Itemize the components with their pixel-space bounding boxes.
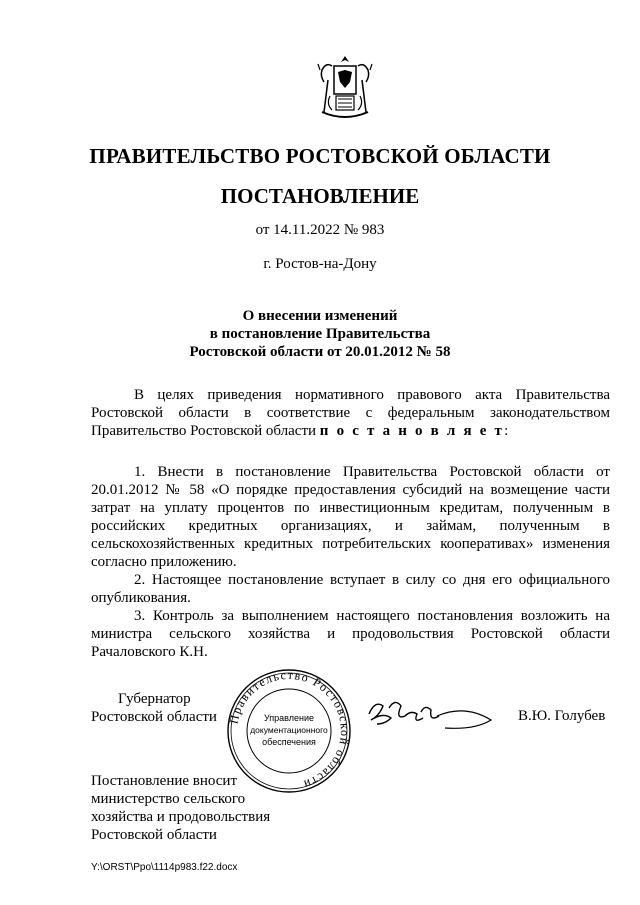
submitted-by-line: Постановление вносит	[91, 773, 238, 789]
document-type: ПОСТАНОВЛЕНИЕ	[220, 184, 420, 208]
item-2: 2. Настоящее постановление вступает в силу со дня его официального опубликования.	[91, 572, 610, 606]
stamp-inner-line: Управление	[263, 713, 315, 723]
handwritten-signature	[365, 694, 495, 734]
decree-word: п о с т а н о в л я е т	[319, 423, 505, 439]
stamp-outer-text: Правительство Ростовской области	[226, 668, 352, 792]
coat-of-arms-icon	[314, 52, 376, 124]
item-1: 1. Внести в постановление Правительства Ростовской области от 20.01.2012 № 58 «О порядке предоставления субсидий на возмещение части затрат на уплату процентов по инвестиционным кредитам, полученным в российских кредитных организациях, и займам, полученным в сельскохозяйственных кредитных потребительских кооперативах» изменения согласно приложению.	[91, 464, 610, 570]
document-subject	[0, 307, 640, 361]
item-3: 3. Контроль за выполнением настоящего постановления возложить на министра сельского хозяйства и продовольствия Ростовской области Рачаловского К.Н.	[91, 608, 610, 660]
decree-colon: :	[504, 423, 509, 439]
submitted-by-line: хозяйства и продовольствия	[91, 809, 271, 825]
governor-name: В.Ю. Голубев	[518, 708, 606, 724]
subject-line: О внесении изменений	[242, 308, 398, 324]
date-number: от 14.11.2022 № 983	[255, 222, 385, 238]
subject-line: в постановление Правительства	[209, 326, 431, 342]
subject-line: Ростовской области от 20.01.2012 № 58	[189, 344, 451, 360]
preamble-paragraph	[91, 386, 610, 440]
governor-title: Губернатор	[118, 691, 191, 707]
submitted-by-line: Ростовской области	[91, 827, 217, 843]
stamp-inner-line: документационного	[250, 725, 328, 735]
governor-region: Ростовской области	[91, 709, 217, 725]
stamp-inner-line: обеспечения	[262, 737, 316, 747]
city: г. Ростов-на-Дону	[263, 256, 377, 272]
preamble-text: В целях приведения нормативного правового акта Правительства Ростовской области в соответствие с федеральным законодательством Правительство Ростовской области	[91, 387, 610, 439]
file-path: Y:\ORST\Ppo\1114p983.f22.docx	[91, 862, 238, 873]
organization-title: ПРАВИТЕЛЬСТВО РОСТОВСКОЙ ОБЛАСТИ	[89, 144, 551, 168]
submitted-by-line: министерство сельского	[91, 791, 246, 807]
submitted-by	[91, 772, 270, 844]
